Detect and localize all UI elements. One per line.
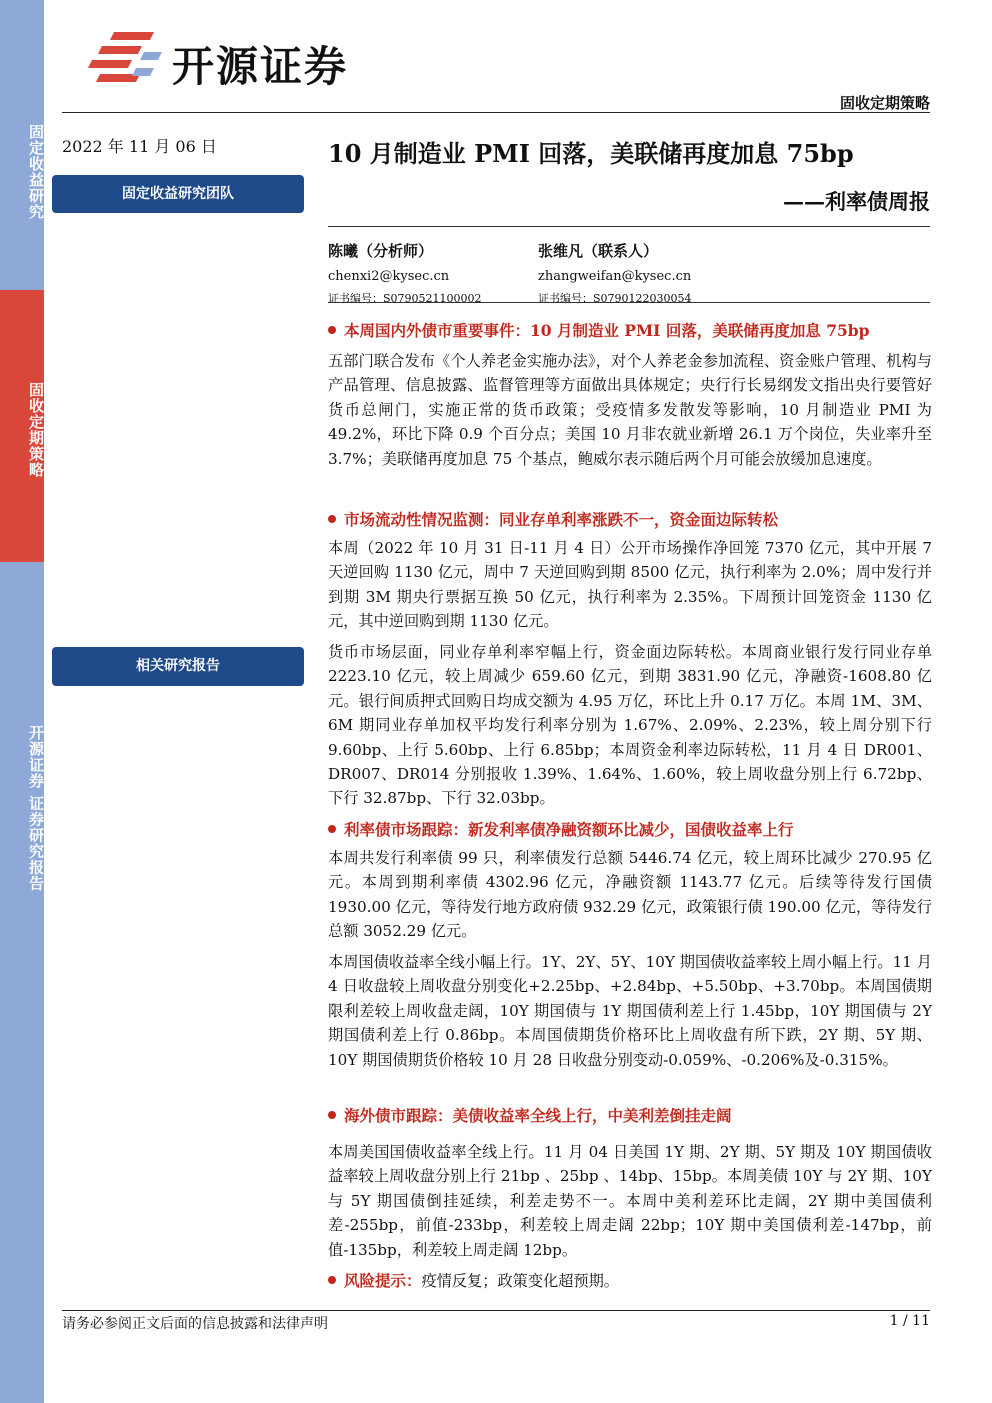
header-divider (62, 112, 930, 113)
page-number: 1 / 11 (889, 1313, 930, 1329)
authors-top-divider (328, 226, 930, 227)
report-title: 10 月制造业 PMI 回落，美联储再度加息 75bp (328, 139, 854, 168)
author-block (538, 240, 692, 306)
author-cert: 证书编号：S0790521100002 (328, 292, 482, 305)
sidebar-label-kysec: 开源证券 证券研究报告 (27, 724, 45, 892)
section-paragraph: 本周（2022 年 10 月 31 日-11 月 4 日）公开市场操作净回笼 7370 亿元，其中开展 7 天逆回购 1130 亿元，周中 7 天逆回购到期 8500 亿元，执行利率为 2.0%；周中发行并到期 3M 期央行票据互换 50 亿元，执行利率为 2.35%。下周预计回笼资金 1130 亿元，其中逆回购到期 1130 亿元。 (328, 539, 932, 631)
kysec-logo-icon (84, 28, 164, 90)
section-liquidity (328, 508, 932, 634)
section-overseas (328, 1104, 932, 1262)
bullet-icon (328, 326, 336, 334)
section-heading: 本周国内外债市重要事件：10 月制造业 PMI 回落，美联储再度加息 75bp (328, 319, 932, 343)
author-name: 陈曦（分析师） (328, 242, 434, 260)
sidebar-label-research: 固定收益研究 (27, 124, 45, 220)
footer-divider (62, 1310, 930, 1311)
section-paragraph: 本周共发行利率债 99 只，利率债发行总额 5446.74 亿元，较上周环比减少 270.95 亿元。本周到期利率债 4302.96 亿元，净融资额 1143.77 亿元。后续等待发行国债 1930.00 亿元，等待发行地方政府债 932.29 亿元，政策银行债 190.00 亿元，等待发行总额 3052.29 亿元。 (328, 849, 932, 941)
brand-name: 开源证券 (172, 42, 349, 91)
section-paragraph: 五部门联合发布《个人养老金实施办法》，对个人养老金参加流程、资金账户管理、机构与产品管理、信息披露、监督管理等方面做出具体规定；央行行长易纲发文指出央行要管好货币总闸门，实施正常的货币政策；受疫情多发散发等影响，10 月制造业 PMI 为 49.2%，环比下降 0.9 个百分点；美国 10 月非农就业新增 26.1 万个岗位，失业率升至 3.7%；美联储再度加息 75 个基点，鲍威尔表示随后两个月可能会放缓加息速度。 (328, 352, 932, 468)
related-reports-box: 相关研究报告 (52, 647, 304, 686)
section-heading: 市场流动性情况监测：同业存单利率涨跌不一，资金面边际转松 (328, 508, 932, 532)
section-paragraph: 本周美国国债收益率全线上行。11 月 04 日美国 1Y 期、2Y 期、5Y 期及 10Y 期国债收益率较上周收盘分别上行 21bp 、25bp 、14bp、15bp。本周美债 10Y 与 2Y 期、10Y 与 5Y 期国债倒挂延续，利差走势不一。本周中美利差环比走阔，2Y 期中美国债利差-255bp，前值-233bp，利差较上周走阔 22bp；10Y 期中美国债利差-147bp，前值-135bp，利差较上周走阔 12bp。 (328, 1143, 932, 1259)
bullet-icon (328, 1111, 336, 1119)
author-name: 张维凡（联系人） (538, 242, 659, 260)
author-cert: 证书编号：S0790122030054 (538, 292, 692, 305)
section-risk (328, 1269, 932, 1291)
report-subtitle: ——利率债周报 (783, 189, 930, 214)
team-label-box: 固定收益研究团队 (52, 175, 304, 213)
footer-disclaimer: 请务必参阅正文后面的信息披露和法律声明 (62, 1316, 328, 1332)
section-rates-market (328, 818, 932, 944)
sidebar-band-bottom (0, 562, 44, 1403)
author-email: zhangweifan@kysec.cn (538, 269, 692, 284)
bullet-icon (328, 515, 336, 523)
author-block (328, 240, 482, 306)
report-category: 固收定期策略 (839, 94, 930, 112)
section-heading: 利率债市场跟踪：新发利率债净融资额环比减少，国债收益率上行 (328, 818, 932, 842)
section-paragraph: 本周国债收益率全线小幅上行。1Y、2Y、5Y、10Y 期国债收益率较上周小幅上行。11 月 4 日收盘较上周收盘分别变化+2.25bp、+2.84bp、+5.50bp、+3.70bp。本周国债期限利差较上周收盘走阔，10Y 期国债与 1Y 期国债利差上行 1.45bp，10Y 期国债与 2Y 期国债利差上行 0.86bp。本周国债期货价格环比上周收盘有所下跌，2Y 期、5Y 期、10Y 期国债期货价格较 10 月 28 日收盘分别变动-0.059%、-0.206%及-0.315%。 (328, 953, 932, 1069)
report-date: 2022 年 11 月 06 日 (62, 137, 217, 156)
section-events (328, 319, 932, 471)
risk-text: 疫情反复；政策变化超预期。 (421, 1272, 619, 1290)
sidebar-label-strategy: 固收定期策略 (27, 382, 45, 478)
section-heading: 海外债市跟踪：美债收益率全线上行，中美利差倒挂走阔 (328, 1104, 932, 1128)
author-email: chenxi2@kysec.cn (328, 269, 450, 284)
authors-bottom-divider (328, 302, 930, 303)
risk-label: 风险提示： (344, 1271, 422, 1290)
section-paragraph: 货币市场层面，同业存单利率窄幅上行，资金面边际转松。本周商业银行发行同业存单 2223.10 亿元，较上周减少 659.60 亿元，到期 3831.90 亿元，净融资-1608.80 亿元。银行间质押式回购日均成交额为 4.95 万亿，环比上升 0.17 万亿。本周 1M、3M、6M 期同业存单加权平均发行利率分别为 1.67%、2.09%、2.23%，较上周分别下行 9.60bp、上行 5.60bp、上行 6.85bp；本周资金利率边际转松，11 月 4 日 DR001、DR007、DR014 分别报收 1.39%、1.64%、1.60%，较上周收盘分别上行 6.72bp、下行 32.87bp、下行 32.03bp。 (328, 643, 932, 808)
bullet-icon (328, 1276, 336, 1284)
bullet-icon (328, 825, 336, 833)
